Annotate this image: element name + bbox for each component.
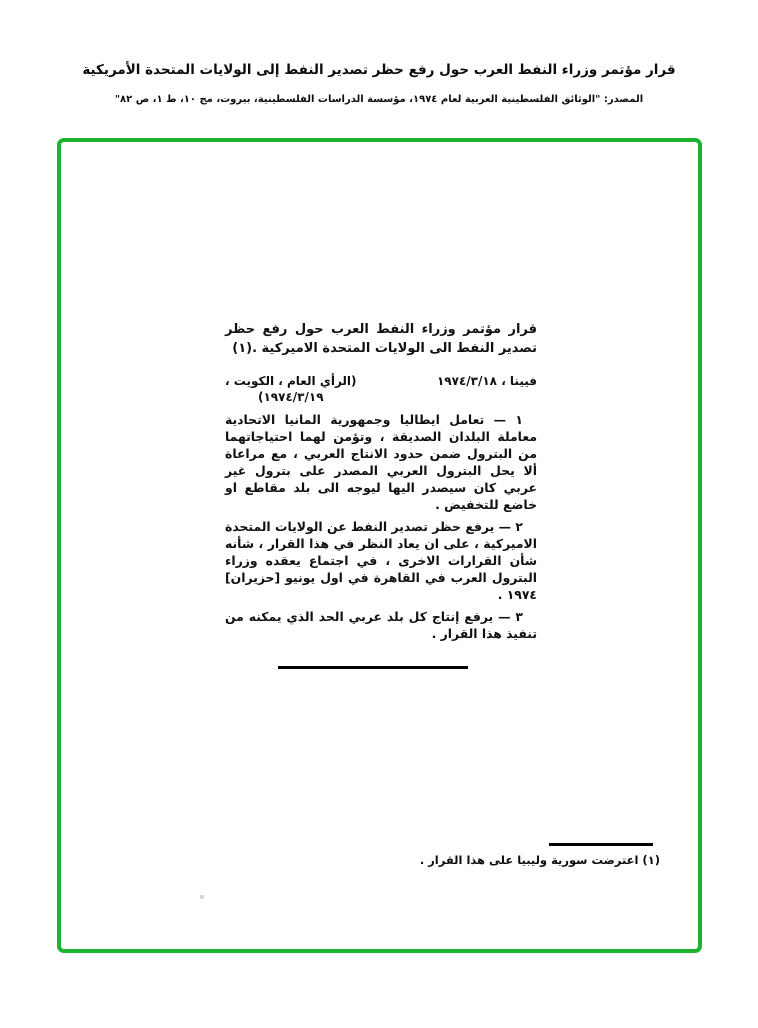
page-header	[0, 60, 758, 105]
document-frame	[57, 138, 702, 953]
dateline	[225, 373, 537, 405]
divider-line	[278, 666, 468, 669]
ink-speck	[200, 895, 204, 899]
paragraph-1: ١ — تعامل ايطاليا وجمهورية المانيا الاتحادية معاملة البلدان الصديقة ، وتؤمن لهما احتياجاتهما من البترول ضمن حدود الانتاج العربي ، مع مراعاة ألا يحل البترول العربي المصدر على بترول غير عربي كان سيصدر اليها ليوجه الى بلد مقاطع او خاضع للتخفيض .	[225, 412, 537, 512]
footnote: (١) اعترضت سورية وليبيا على هذا القرار .	[419, 853, 660, 867]
paragraph-2: ٢ — يرفع حظر تصدير النفط عن الولايات المتحدة الاميركية ، على ان يعاد النظر في هذا القرار ، شأنه شأن القرارات الاخرى ، في اجتماع يعقده وزراء البترول العرب في القاهرة في اول يونيو [حزيران] ١٩٧٤ .	[225, 519, 537, 602]
page-title: قرار مؤتمر وزراء النفط العرب حول رفع حظر تصدير النفط إلى الولايات المتحدة الأمريكية	[82, 62, 676, 78]
document-title: قرار مؤتمر وزراء النفط العرب حول رفع حظر تصدير النفط الى الولايات المتحدة الاميركية .(١)	[225, 322, 537, 356]
publication-reference	[225, 373, 357, 405]
footnote-separator	[549, 843, 653, 846]
document-column	[225, 320, 537, 647]
publication-date: ١٩٧٤/٣/١٩)	[258, 390, 324, 404]
place-date: فيينا ، ١٩٧٤/٣/١٨	[436, 374, 537, 388]
publication-name: (الرأي العام ، الكويت ،	[225, 374, 357, 388]
document-body	[225, 411, 537, 642]
source-line: المصدر: "الوثائق الفلسطينية العربية لعام ١٩٧٤، مؤسسة الدراسات الفلسطينية، بيروت، مج ١٠، ط ١، ص ٨٢"	[114, 94, 644, 105]
paragraph-3: ٣ — يرفع إنتاج كل بلد عربي الحد الذي يمكنه من تنفيذ هذا القرار .	[225, 609, 537, 641]
